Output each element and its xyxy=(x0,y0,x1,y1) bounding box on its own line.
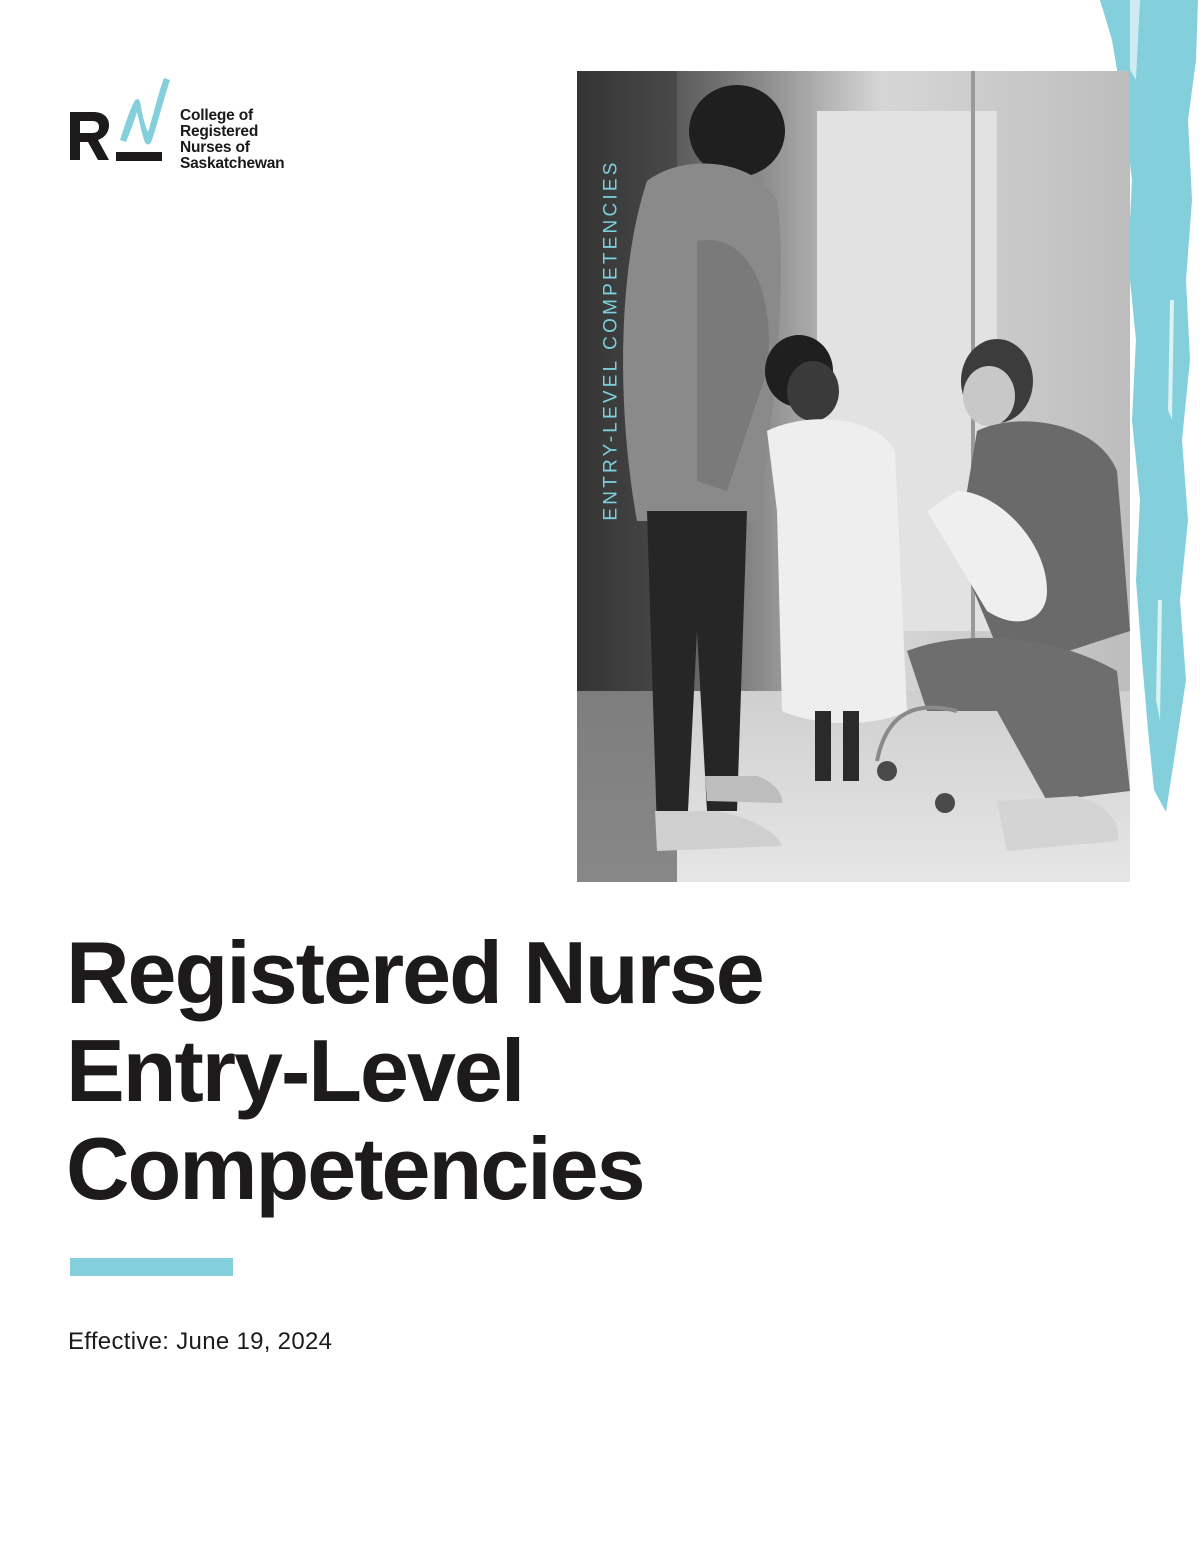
cover-photo xyxy=(577,71,1130,882)
accent-bar xyxy=(70,1258,233,1276)
vertical-section-label xyxy=(588,120,636,560)
title-line-2: Entry-Level xyxy=(66,1021,524,1120)
document-title xyxy=(66,924,966,1218)
logo-line-2: Registered xyxy=(180,123,259,140)
title-line-1: Registered Nurse xyxy=(66,923,763,1022)
vertical-label-text: ENTRY-LEVEL COMPETENCIES xyxy=(601,159,622,521)
crns-logo xyxy=(68,72,328,184)
logo-line-3: Nurses of xyxy=(180,139,250,156)
logo-line-1: College of xyxy=(180,107,253,124)
logo-line-4: Saskatchewan xyxy=(180,155,285,172)
effective-date: Effective: June 19, 2024 xyxy=(68,1328,333,1355)
title-line-3: Competencies xyxy=(66,1119,644,1218)
nurse-child-photo-illustration xyxy=(577,71,1130,882)
rn-logo-mark xyxy=(68,72,180,172)
logo-wordmark xyxy=(180,108,284,172)
